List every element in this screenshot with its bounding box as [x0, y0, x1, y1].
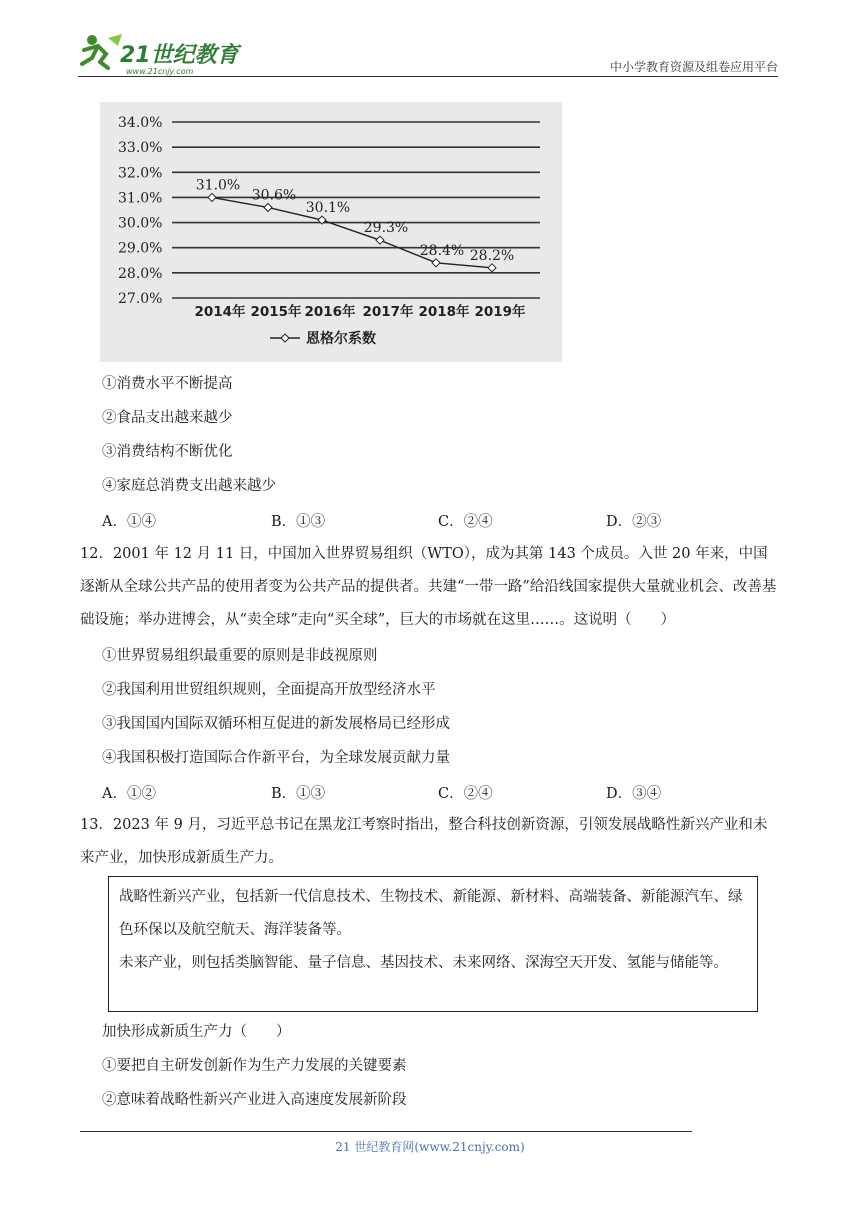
y-tick-label: 32.0%	[118, 165, 163, 182]
y-tick-label: 33.0%	[118, 140, 163, 157]
x-tick-label: 2015年	[250, 304, 302, 320]
q11-item-1: ①消费水平不断提高	[102, 376, 233, 392]
q12-item-2: ②我国利用世贸组织规则，全面提高开放型经济水平	[102, 682, 436, 698]
footer-divider	[80, 1131, 692, 1132]
q13-box-text-1: 战略性新兴产业，包括新一代信息技术、生物技术、新能源、新材料、高端装备、新能源汽车、绿色环保以及航空航天、海洋装备等。	[119, 889, 743, 938]
data-label: 28.2%	[469, 247, 515, 264]
data-point	[432, 259, 440, 267]
y-tick-label: 30.0%	[118, 215, 163, 232]
page-header	[78, 28, 778, 80]
x-tick-label: 2014年	[194, 304, 246, 320]
q12-item-1: ①世界贸易组织最重要的原则是非歧视原则	[102, 648, 378, 664]
x-tick-label: 2017年	[362, 304, 414, 320]
y-tick-label: 34.0%	[118, 115, 163, 131]
q13-question: 加快形成新质生产力（ ）	[102, 1024, 291, 1040]
q11-item-2: ②食品支出越来越少	[102, 410, 233, 426]
q11-option-c[interactable]: C．②④	[438, 514, 493, 530]
logo-21cnjy	[78, 28, 248, 78]
legend-label: 恩格尔系数	[306, 331, 376, 347]
q11-option-a[interactable]: A．①④	[102, 514, 156, 530]
data-point	[264, 203, 272, 211]
logo-text: 21世纪教育	[120, 43, 239, 68]
x-tick-label: 2016年	[304, 304, 356, 320]
x-tick-label: 2019年	[474, 304, 526, 320]
engel-chart	[100, 102, 562, 362]
legend-marker	[281, 334, 289, 342]
data-label: 31.0%	[195, 177, 241, 194]
data-point	[376, 236, 384, 244]
data-label: 28.4%	[419, 242, 465, 259]
x-tick-label: 2018年	[418, 304, 470, 320]
q12-option-b[interactable]: B．①③	[271, 786, 326, 802]
q12-option-c[interactable]: C．②④	[438, 786, 493, 802]
q13-stem: 13．2023 年 9 月，习近平总书记在黑龙江考察时指出，整合科技创新资源，引领发展战略性新兴产业和未来产业，加快形成新质生产力。	[80, 817, 768, 866]
q12-option-a[interactable]: A．①②	[102, 786, 156, 802]
logo-url: www.21cnjy.com	[126, 67, 194, 76]
q12-item-3: ③我国国内国际双循环相互促进的新发展格局已经形成	[102, 716, 450, 732]
footer-site[interactable]: 21 世纪教育网(www.21cnjy.com)	[335, 1140, 525, 1154]
q11-option-b[interactable]: B．①③	[271, 514, 326, 530]
y-tick-label: 28.0%	[118, 265, 163, 282]
y-tick-label: 27.0%	[118, 291, 163, 307]
q13-item-1: ①要把自主研发创新作为生产力发展的关键要素	[102, 1058, 407, 1074]
y-tick-label: 29.0%	[118, 240, 163, 257]
data-label: 30.1%	[305, 200, 351, 217]
q11-item-4: ④家庭总消费支出越来越少	[102, 478, 276, 494]
q11-item-3: ③消费结构不断优化	[102, 444, 233, 460]
data-label: 29.3%	[363, 220, 409, 237]
q13-material-box	[108, 876, 758, 1012]
platform-name: 中小学教育资源及组卷应用平台	[609, 60, 778, 74]
engel-chart-svg	[100, 102, 562, 362]
data-point	[208, 193, 216, 201]
q13-box-text-2: 未来产业，则包括类脑智能、量子信息、基因技术、未来网络、深海空天开发、氢能与储能等。	[119, 955, 728, 971]
q12-item-4: ④我国积极打造国际合作新平台，为全球发展贡献力量	[102, 750, 450, 766]
q12-stem: 12．2001 年 12 月 11 日，中国加入世界贸易组织（WTO），成为其第 143 个成员。入世 20 年来，中国逐渐从全球公共产品的使用者变为公共产品的提供者。共建“一带一路”给沿线国家提供大量就业机会、改善基础设施；举办进博会，从“卖全球”走向“买全球”，巨大的市场就在这里……。这说明（ ）	[80, 546, 777, 628]
q12-option-d[interactable]: D．③④	[606, 786, 662, 802]
y-tick-label: 31.0%	[118, 190, 163, 207]
q11-option-d[interactable]: D．②③	[606, 514, 662, 530]
data-label: 30.6%	[251, 187, 297, 204]
q13-item-2: ②意味着战略性新兴产业进入高速度发展新阶段	[102, 1092, 407, 1108]
header-divider	[78, 76, 778, 77]
data-point	[488, 264, 496, 272]
